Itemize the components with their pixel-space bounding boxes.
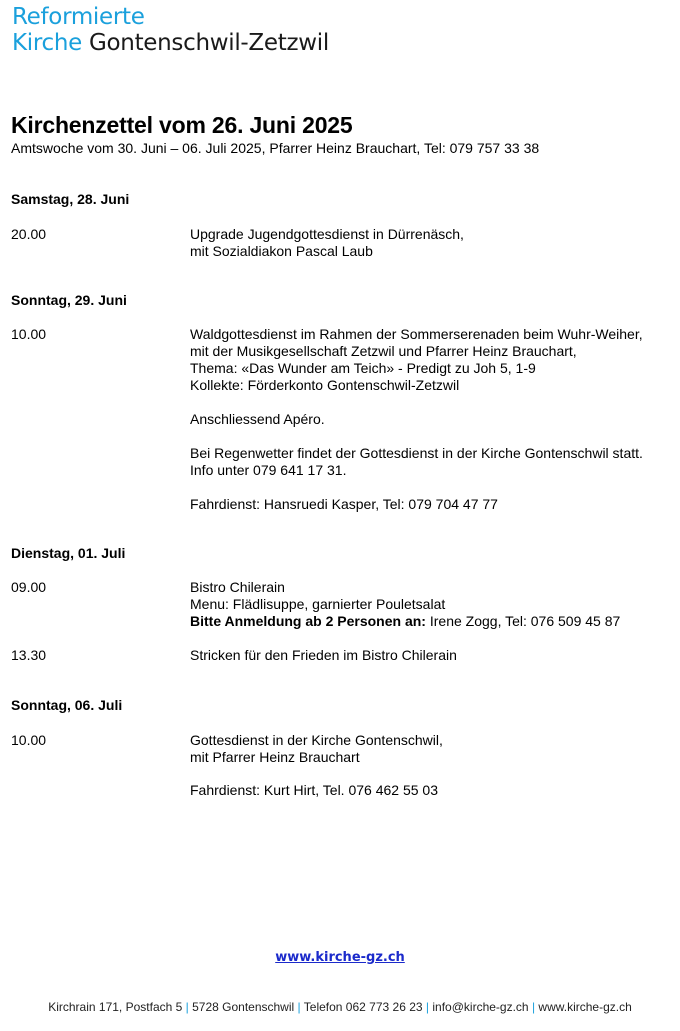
- event-line: [190, 613, 675, 630]
- logo-line-1: Reformierte: [12, 4, 145, 30]
- day-heading: Sonntag, 29. Juni: [11, 292, 127, 308]
- event-line: mit Sozialdiakon Pascal Laub: [190, 243, 373, 259]
- logo-line-2: [12, 30, 329, 56]
- event-line: Info unter 079 641 17 31.: [190, 462, 347, 478]
- event-line: Fahrdienst: Kurt Hirt, Tel. 076 462 55 03: [190, 782, 438, 798]
- event-description: [190, 326, 675, 513]
- logo-rest: Gontenschwil-Zetzwil: [82, 30, 329, 56]
- event-line: Menu: Flädlisuppe, garnierter Pouletsalat: [190, 596, 446, 612]
- event-description: [190, 579, 675, 630]
- event-time: 09.00: [11, 579, 47, 595]
- event-line: Thema: «Das Wunder am Teich» - Predigt zu Joh 5, 1-9: [190, 360, 536, 376]
- event-line: Waldgottesdienst im Rahmen der Sommerserenaden beim Wuhr-Weiher,: [190, 326, 643, 342]
- footer-email[interactable]: info@kirche-gz.ch: [432, 1000, 529, 1014]
- event-line: Bistro Chilerain: [190, 579, 285, 595]
- event-line: Gottesdienst in der Kirche Gontenschwil,: [190, 732, 443, 748]
- footer-separator: |: [425, 1000, 430, 1014]
- event-line: Stricken für den Frieden im Bistro Chilerain: [190, 647, 457, 663]
- logo-accent: Kirche: [12, 30, 82, 56]
- event-time: 20.00: [11, 226, 47, 242]
- event-description: [190, 647, 675, 664]
- footer-town: 5728 Gontenschwil: [192, 1000, 295, 1014]
- footer-separator: |: [185, 1000, 189, 1014]
- registration-note: Bitte Anmeldung ab 2 Personen an:: [190, 613, 426, 629]
- day-heading: Samstag, 28. Juni: [11, 191, 130, 207]
- day-heading: Dienstag, 01. Juli: [11, 545, 126, 561]
- church-logo: [12, 4, 329, 56]
- footer-web[interactable]: www.kirche-gz.ch: [538, 1000, 632, 1014]
- event-time: 10.00: [11, 732, 47, 748]
- footer-phone: Telefon 062 773 26 23: [303, 1000, 423, 1014]
- event-time: 13.30: [11, 647, 47, 663]
- website-link[interactable]: www.kirche-gz.ch: [275, 950, 405, 965]
- event-line: mit der Musikgesellschaft Zetzwil und Pfarrer Heinz Brauchart,: [190, 343, 577, 359]
- event-description: [190, 732, 675, 799]
- footer-separator: |: [531, 1000, 536, 1014]
- event-line: Bei Regenwetter findet der Gottesdienst in der Kirche Gontenschwil statt.: [190, 445, 643, 461]
- event-description: [190, 226, 675, 260]
- footer-address: Kirchrain 171, Postfach 5: [48, 1000, 183, 1014]
- registration-contact: Irene Zogg, Tel: 076 509 45 87: [425, 613, 621, 629]
- event-line: Upgrade Jugendgottesdienst in Dürrenäsch,: [190, 226, 464, 242]
- event-line: Kollekte: Förderkonto Gontenschwil-Zetzwil: [190, 377, 460, 393]
- footer-separator: |: [297, 1000, 301, 1014]
- event-line: mit Pfarrer Heinz Brauchart: [190, 749, 360, 765]
- day-heading: Sonntag, 06. Juli: [11, 697, 123, 713]
- event-line: Fahrdienst: Hansruedi Kasper, Tel: 079 704 47 77: [190, 496, 498, 512]
- event-line: Anschliessend Apéro.: [190, 411, 325, 427]
- event-time: 10.00: [11, 326, 47, 342]
- page-subtitle: Amtswoche vom 30. Juni – 06. Juli 2025, Pfarrer Heinz Brauchart, Tel: 079 757 33 38: [11, 140, 540, 156]
- page-footer: [0, 1000, 680, 1014]
- page-title: Kirchenzettel vom 26. Juni 2025: [11, 112, 353, 138]
